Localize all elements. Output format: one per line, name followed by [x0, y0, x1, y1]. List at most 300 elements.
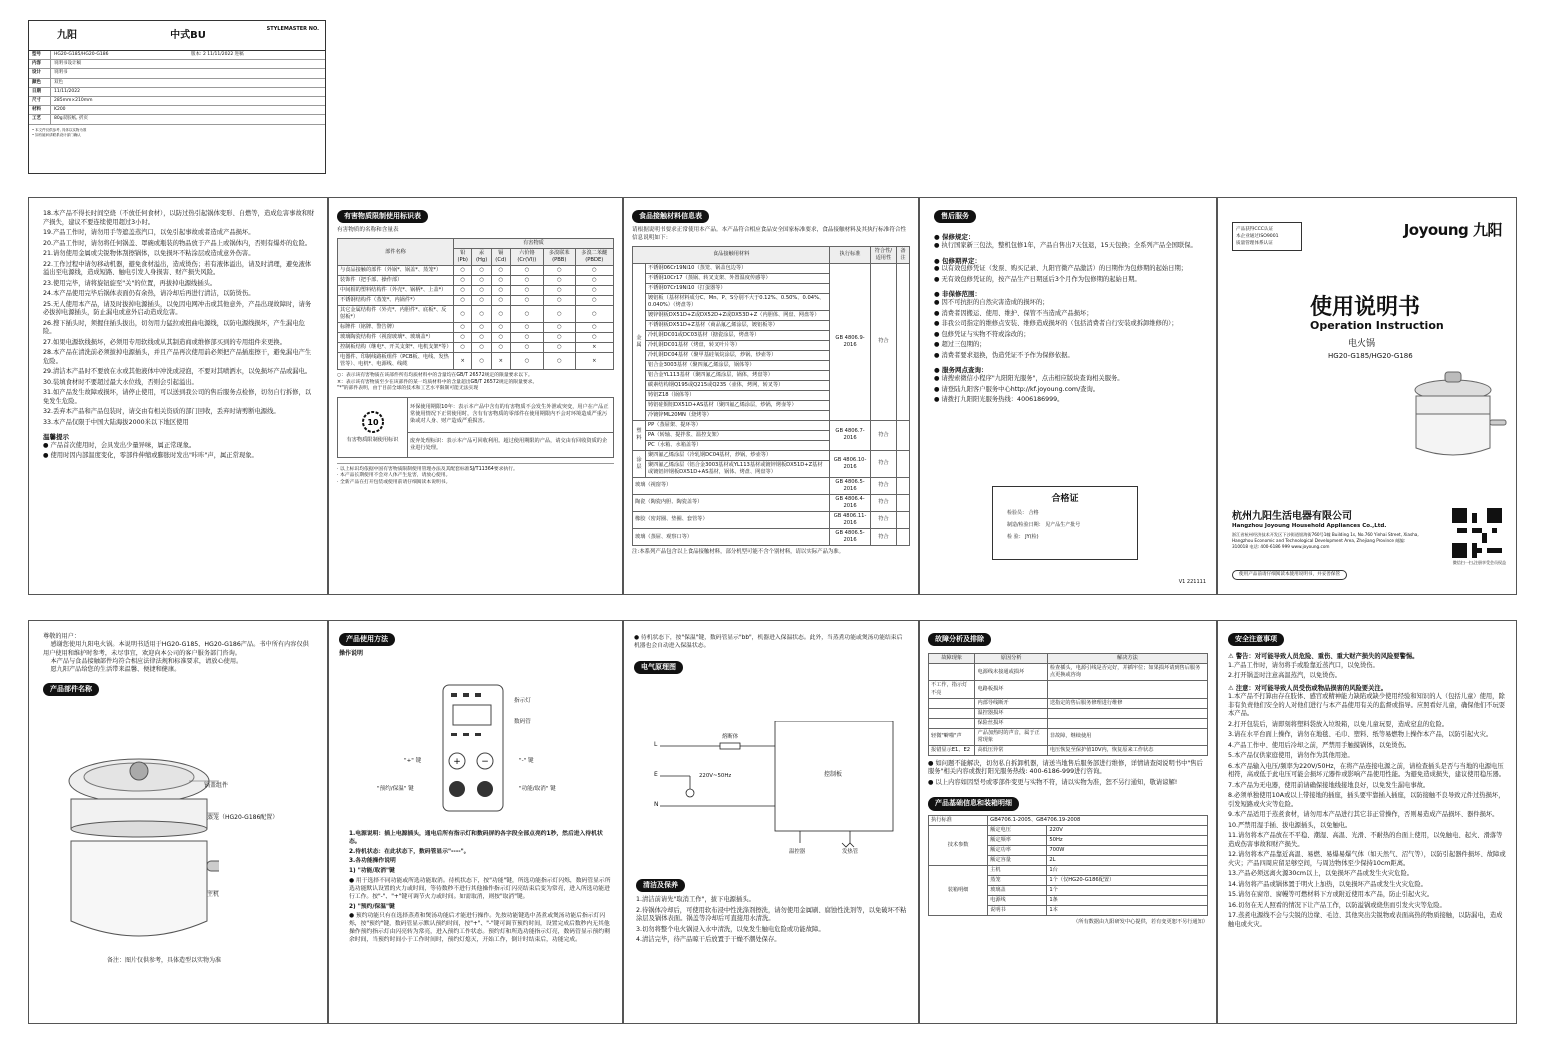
subsection-title-text: 包修期界定：	[941, 256, 981, 265]
spec-key: 内容	[29, 60, 51, 68]
subsection-item: ● 超过三包期的；	[934, 341, 986, 349]
warning-text: 警告：对可能导致人员危险、重伤、重大财产损失的风险要警惕。	[1235, 653, 1419, 661]
certificate-box	[992, 486, 1138, 560]
fault-symptom	[929, 664, 975, 681]
substance-cell: ○	[472, 333, 491, 343]
food-intro: 请根据说明书要求正常使用本产品。本产品符合相应食品安全国家标准要求，食品接触材料及其执行标准符合性信息说明如下：	[632, 227, 907, 241]
substance-cell: ○	[510, 266, 543, 276]
fault-table	[928, 653, 1208, 755]
remark-cell	[896, 450, 909, 477]
col-header: 备注	[896, 246, 909, 263]
fault-cause: 产品加热时的声音，属于正常现象	[975, 728, 1047, 745]
cleaning-section	[636, 879, 911, 947]
label-N: N	[654, 801, 659, 808]
spec-value: 说明书设计稿	[54, 61, 81, 67]
fault-solution: 电压恢复至保护值10V内，恢复原来工作状态	[1047, 745, 1207, 755]
panel-food-contact	[623, 197, 919, 595]
safety-item: 18.本产品不得长时间空烧（不放任何食材），以防过热引起锅体变形、自燃等，造成危害事故和财产损失，建议不要连续使用超过3小时。	[43, 210, 315, 226]
fault-solution	[1047, 718, 1207, 728]
product-name: 电火锅	[1348, 339, 1376, 349]
substance-cell: ○	[543, 353, 575, 370]
compliance-cell: 符合	[870, 420, 896, 450]
panel-circuit-clean	[623, 620, 919, 1024]
material-cell: 橡胶（密封圈、垫圈、套管等）	[633, 511, 830, 528]
fault-col-header: 故障现象	[929, 654, 975, 664]
panel-after-sales	[919, 197, 1217, 595]
hotpot-product-image	[1398, 358, 1508, 468]
usage-line: 2.待机状态：在此状态下，数码管显示"----"。	[349, 848, 470, 855]
info-footer: （所有数据由九阳研发中心提供，若有变更恕不另行通知）	[1073, 918, 1208, 925]
company-name-en: Hangzhou Joyoung Household Appliances Co.,Ltd.	[1232, 523, 1387, 529]
substance-cell: ○	[575, 266, 613, 276]
substance-cell: ○	[575, 323, 613, 333]
certification-line: 质量管理体系认证	[1236, 241, 1273, 246]
part-name-cell: 中间相的塑料结构件（外壳*、锅柄*、上盖*）	[338, 286, 454, 296]
col-group: 有害物质	[453, 238, 613, 248]
material-cell: 碳素结构钢Q195或Q215或Q235（壶体，烤网，转叉等）	[646, 380, 830, 390]
spec-row	[29, 88, 325, 97]
safety-item: 26.搜下插头时，须握住插头拔出，切勿用力猛拉或扭曲电源线，以防电源线损坏，产生漏电危险。	[43, 319, 305, 335]
material-cell: 玻璃（蒸屉、观察口等）	[633, 529, 830, 546]
substance-cell: ○	[543, 276, 575, 286]
col-substance: 六价铬(Cr(VI))	[510, 249, 543, 266]
control-panel-diagram	[441, 683, 505, 813]
label-minus-key: "-" 键	[519, 758, 534, 764]
material-cell: PC（水箱、水箱盖等）	[646, 440, 830, 450]
table-row	[929, 698, 1208, 708]
col-header: 符合性/适用性	[870, 246, 896, 263]
info-value: 220V	[1047, 825, 1208, 835]
compliance-cell: 符合	[870, 494, 896, 511]
safety-item: 27.如果电源软线损坏，必须用专用软线或从其制造商或维修部买到的专用组件来更换。	[43, 338, 286, 346]
substance-cell: ○	[575, 276, 613, 286]
substance-cell: ○	[510, 306, 543, 323]
tip-item: ● 使用时因内部温度变化，零部件伸缩或膨胀时发出"咔咔"声，属正常现象。	[43, 452, 258, 460]
caution-item: 11.请勿将本产品放在不平稳、潮湿、高温、光滑、不耐热的台面上使用，以免触电、起火、滑落等造成伤害事故和财产损失。	[1228, 832, 1503, 848]
substance-cell: ○	[472, 266, 491, 276]
material-cell: 冷镀锌ML20MN（烧烤等）	[646, 410, 830, 420]
table-row	[633, 263, 910, 273]
material-cell: 镀锌钢板DX51D+Z或DX52D+Z或DX53D+Z（内胆体、网盘、网盘等）	[646, 310, 830, 320]
greeting-intro	[43, 641, 315, 674]
substance-cell: ○	[472, 306, 491, 323]
remark-cell	[896, 529, 909, 546]
compliance-cell: 符合	[870, 477, 896, 494]
info-value: 1个（仅HG20-G186配置）	[1047, 875, 1208, 885]
section-title: 食品接触材料信息表	[632, 210, 709, 223]
label-L: L	[654, 741, 658, 748]
caution-item: 17.蒸煮电源线不会与尖锐的边缘、毛边、其他突出尖锐物或表面高热的物质接触，以防漏电，造成触电或火灾。	[1228, 912, 1503, 928]
safety-item: 19.产品工作时，请勿用手等遮盖蒸汽口，以免引起事故或者造成产品损坏。	[43, 229, 255, 236]
table-row	[338, 353, 614, 370]
usage-line: ● 用于选择不同功能或所选功能取消。待机状态下，按"功能"键，所选功能指示灯闪烁，数码管显示所选功能默认设置的火力或时间，等待数秒不进行其他操作指示灯闪亮结束后变为常亮，进入所选功能进行工作。按"-"、"+"键可调节火力或时间。如需取消，则按"取消"键。	[349, 878, 611, 900]
table-row	[338, 323, 614, 333]
safety-item: 33.本产品仅限于中国大陆海拔2000米以下地区使用	[43, 418, 189, 426]
substance-cell: ○	[453, 296, 472, 306]
caution-item: 4.产品工作中、使用后冷却之前，严禁用手触摸锅体，以免烫伤。	[1228, 741, 1411, 749]
number-badge-icon: ●	[934, 366, 942, 375]
label-steamer: 蒸笼（HG20-G186配置）	[207, 814, 279, 821]
spec-row	[29, 60, 325, 69]
hazard-bullets	[337, 463, 614, 486]
subsection-item: ● 消费者要求退换，伪造凭证不予作为保修依据。	[934, 351, 1074, 359]
hazard-bullet: · 本产品长期使用不会对人体产生危害，请放心使用。	[337, 473, 451, 479]
caution-item: 9.本产品适用于蒸煮食材，请勿用本产品进行其它非正常操作，否则易造成产品损坏、器件损坏。	[1228, 811, 1499, 819]
hazard-note: ○：表示该有害物质在该部件所有均质材料中的含量均在GB/T 26572规定的限量要求以下。	[337, 373, 533, 379]
substance-cell: ×	[575, 353, 613, 370]
spec-value: K200	[54, 107, 66, 113]
spec-brand: 九阳	[57, 30, 77, 41]
safety-item: 30.装填食材时不要超过最大水位线，否则会引起溢出。	[43, 378, 198, 386]
compliance-cell: 符合	[870, 263, 896, 420]
certificate-row: 检验员： 合格	[1007, 510, 1039, 517]
subsection-list	[934, 242, 1204, 251]
spec-key: 尺寸	[29, 97, 51, 105]
table-row	[929, 745, 1208, 755]
fault-solution: 送指定的售后服务修理进行维修	[1047, 698, 1207, 708]
table-row	[633, 477, 910, 494]
substance-cell: ○	[472, 353, 491, 370]
col-material: 食品接触用材料	[633, 246, 830, 263]
table-row	[338, 333, 614, 343]
label-E: E	[654, 771, 658, 778]
table-subtitle: 有害物质的名称和含量表	[337, 227, 399, 234]
substance-cell: ×	[575, 343, 613, 353]
warning-list	[1228, 662, 1506, 681]
label-thermostat: 温控器	[789, 849, 806, 855]
safety-item: 20.产品工作时，请勿将任何锅盖、罩碗或瓶装的物品放于产品上或锅体内，否则有爆炸的危险。	[43, 239, 312, 247]
panel-safety	[1217, 620, 1517, 1024]
info-key: 玻璃盖	[988, 885, 1047, 895]
subsection-title-text: 服务网点查询：	[941, 366, 988, 375]
intro-paragraph: 愿九阳产品给您的生活带来温馨、便捷和健康。	[50, 666, 181, 674]
safety-item: 31.如产品发生故障或损坏，请停止使用，可以送到我公司的售后服务点检修，切勿自行拆修，以免发生危险。	[43, 389, 312, 405]
section-title: 清洁及保养	[636, 879, 685, 892]
subsection-item: ● 请拨打九阳阳光服务热线：4006186999。	[934, 396, 1064, 403]
spec-row	[29, 51, 325, 60]
section-title: 售后服务	[934, 210, 976, 223]
spec-key: 型号	[29, 51, 51, 59]
spec-row	[29, 79, 325, 88]
substance-cell: ○	[510, 323, 543, 333]
spec-note: • 如有疑问请联系设计部门确认	[32, 132, 81, 137]
subsection-title-text: 保修规定：	[941, 233, 975, 242]
food-table	[632, 246, 910, 547]
substance-cell: ○	[491, 296, 510, 306]
image-note: 备注：图片仅供参考，具体造型以实物为准	[107, 957, 222, 964]
product-models: HG20-G185/HG20-G186	[1328, 352, 1413, 360]
fault-symptom	[929, 698, 975, 708]
table-row	[338, 276, 614, 286]
label-digital-tube: 数码管	[514, 719, 531, 725]
fault-cause: 温控器损坏	[975, 708, 1047, 718]
subsection-list	[934, 265, 1204, 284]
info-value: 700W	[1047, 845, 1208, 855]
usage-lines	[349, 831, 614, 947]
spec-dept: 中式BU	[170, 30, 206, 41]
fault-symptom: 不工作，指示灯不亮	[929, 681, 975, 698]
label-fuse: 熔断体	[722, 734, 739, 740]
material-cell: 冷轧钢DC01基材（烤盘，转叉叶片等）	[646, 340, 830, 350]
safety-item: 23.使用完毕，请将旋钮旋至"关"的位置，再拔掉电源线插头。	[43, 279, 217, 287]
spec-row	[29, 97, 325, 106]
label-indicator: 指示灯	[514, 698, 531, 704]
parts-diagram	[59, 741, 219, 961]
spec-key: 材料	[29, 106, 51, 114]
material-cell: 冷轧钢DC04基材（聚甲基硅氧烷涂层，炒锅，炒壶等）	[646, 350, 830, 360]
col-substance: 多溴联苯(PBB)	[543, 249, 575, 266]
substance-cell: ○	[491, 266, 510, 276]
label-power: 220V~50Hz	[699, 773, 732, 779]
spec-notes	[29, 125, 325, 141]
substance-cell: ○	[453, 333, 472, 343]
subsection-item: ● 非我公司指定的维修点安装、维修造成损坏的（包括消费者自行安装或拆卸维修的）；	[934, 320, 1178, 328]
subsection-item: ● 执行国家新三包法，整机包修1年，产品自售出7天包退，15天包换；全系列产品全国联保。	[934, 242, 1197, 250]
fault-col-header: 原因分析	[975, 654, 1047, 664]
table-row	[338, 286, 614, 296]
substance-cell: ○	[472, 296, 491, 306]
spec-key: 工艺	[29, 115, 51, 123]
food-note: 注:本系列产品包含以上食品接触材料，部分机型可能不含个别材料，请以实际产品为准。	[632, 549, 845, 556]
spec-note: • 本文件仅供参考, 具体以实物为准	[32, 127, 87, 132]
caution-item: 6.本产品输入电压/频率为220V/50Hz，在将产品连接电源之前，请检查插头是否与当地的电源电压相符，高或低于此电压可能会损坏元器件或影响产品使用性能。为避免造成损失，建议使用稳压器。	[1228, 762, 1506, 779]
info-group: 装箱明细	[929, 865, 988, 915]
circuit-diagram	[650, 721, 900, 861]
qr-caption: 微信扫一扫,注册享受会员权益	[1452, 560, 1506, 565]
standard-cell: GB 4806.4-2016	[830, 494, 871, 511]
number-badge-icon: ●	[934, 256, 942, 265]
spec-key: 设计	[29, 69, 51, 77]
spec-sheet	[28, 20, 326, 174]
panel-safety-continued	[28, 197, 328, 595]
fault-cause: 电源线未接通或损坏	[975, 664, 1047, 681]
fault-col-header: 解决方法	[1047, 654, 1207, 664]
substance-cell: ○	[575, 306, 613, 323]
caution-item: 16.切勿在无人照看的情况下让产品工作，以防溢锅或烧焦而引发火灾等危险。	[1228, 901, 1446, 909]
part-name-cell: 不锈钢结构件（蒸笼*、内锅件*）	[338, 296, 454, 306]
panel-greeting-parts	[28, 620, 328, 1024]
table-row	[929, 708, 1208, 718]
subsection-item: ● 消费者因搬运、使用、维护、保管不当造成产品损坏；	[934, 309, 1093, 317]
substance-cell: ○	[453, 286, 472, 296]
subsection-list	[934, 375, 1204, 405]
number-badge-icon: ●	[934, 290, 942, 299]
tips-list	[43, 442, 315, 461]
substance-cell: ○	[491, 306, 510, 323]
operation-subtitle: 操作说明	[339, 650, 364, 658]
intro-paragraph: 感谢您使用九阳电火锅。本说明书适用于HG20-G185、HG20-G186产品。书中所有内容仅供用户使用和维护时参考，未尽事宜，欢迎向本公司的客户服务部门咨询。	[43, 641, 309, 657]
spec-value: 285mm×210mm	[54, 97, 93, 103]
cleaning-list	[636, 896, 911, 945]
info-value: 1条	[1047, 895, 1208, 905]
certification-line: 本企业通过ISO9001	[1236, 234, 1279, 239]
subsection-item: ● 以有效包修凭证（发票、购买记录、九阳官微产品激活）的日期作为包修期的起始日期；	[934, 265, 1188, 273]
safety-item: 25.无人使用本产品，请及时拔掉电源插头，以免因电网冲击或其他意外，产品出现故障时，请务必拔掉电源插头，防止漏电或意外启动造成危害。	[43, 300, 312, 316]
safety-item: 21.请勿使用金属或尖锐物体刮擦锅体，以免损坏不粘涂层或造成意外伤害。	[43, 250, 255, 257]
table-row	[929, 664, 1208, 681]
info-value: 2L	[1047, 855, 1208, 865]
cleaning-item: 3.切勿将整个电火锅浸入水中清洗，以免发生触电危险或功能故障。	[636, 925, 825, 933]
info-key: 额定容量	[988, 855, 1047, 865]
hazard-table	[337, 238, 614, 370]
col-substance: 汞(Hg)	[472, 249, 491, 266]
spec-value: 11/11/2022	[54, 88, 80, 94]
caution-list	[1228, 693, 1506, 929]
compliance-cell: 符合	[870, 511, 896, 528]
section-title: 产品部件名称	[43, 683, 99, 696]
usage-line: 3.各功能操作说明	[349, 858, 396, 865]
fault-note: ● 如问题不能解决，切勿私自拆卸机器，请送当地售后服务部进行维修，详情请查阅说明书中"售后服务"相关内容或拨打阳光服务热线: 400-6186-999进行咨询。	[928, 759, 1203, 776]
part-name-cell: 装饰件（把手部、操作部）	[338, 276, 454, 286]
safety-item: 29.清洁本产品时不要放在水或其他液体中冲洗或浸泡，不要对其喷洒水，以免损坏产品或漏电。	[43, 368, 312, 375]
info-key: 说明书	[988, 905, 1047, 915]
certification-box	[1232, 222, 1302, 251]
safety-item: 22.工作过程中请勿移动机器，避免食材溢出，造成烫伤；若有液体溢出，请及时清理，避免液体溢出至电源线，造成短路、触电引发人身损害、财产损失风险。	[43, 260, 312, 276]
remark-cell	[896, 477, 909, 494]
fault-symptom	[929, 718, 975, 728]
spec-row	[29, 69, 325, 78]
spec-value: HG20-G185/HG20-G186	[54, 52, 109, 57]
substance-cell: ○	[543, 296, 575, 306]
safety-item: 28.本产品在清洗前必须拔掉电源插头，并且产品再次使用前必须把产品插座擦干，避免漏电产生危险。	[43, 349, 312, 365]
hazard-note: ×：表示该有害物质至少在该部件的某一均质材料中的含量超出GB/T 26572规定的限量要求。	[337, 379, 538, 385]
substance-cell: ○	[472, 343, 491, 353]
substance-cell: ○	[491, 343, 510, 353]
svg-text:+: +	[453, 757, 461, 767]
manual-title: 使用说明书	[1310, 295, 1421, 320]
substance-cell: ○	[453, 276, 472, 286]
efup-table	[337, 397, 614, 458]
number-badge-icon: ●	[934, 233, 942, 242]
info-key: 电源线	[988, 895, 1047, 905]
hazard-bullet: · 以上标识均依据中国有害物质限制使用管理办法及其配套标准SJ/T11364要求执行。	[337, 466, 518, 472]
substance-cell: ○	[575, 296, 613, 306]
material-group: 塑料	[633, 420, 646, 450]
substance-cell: ×	[453, 353, 472, 370]
material-cell: 铸铝硅铜铝DX51D+AS基材（聚四氟乙烯涂层，炒锅，烤壶等）	[646, 400, 830, 410]
material-cell: 不锈钢10Cr17（蒸锅、转叉支架、外置温度传感等）	[646, 273, 830, 283]
label-schedule-key: "预约/保温" 键	[377, 786, 414, 792]
hazard-bullet: · 全新产品在打开包装或使用前请仔细阅读本说明书。	[337, 479, 451, 485]
fault-solution	[1047, 681, 1207, 698]
info-label: 执行标准	[929, 815, 988, 825]
label-heater: 发热管	[842, 849, 859, 855]
fault-symptom	[929, 708, 975, 718]
substance-cell: ○	[491, 286, 510, 296]
material-cell: 铸铝Z18（锅体等）	[646, 390, 830, 400]
fault-cause: 电路板损坏	[975, 681, 1047, 698]
remark-cell	[896, 420, 909, 450]
caution-item: 10.严禁用湿手插、拔电源插头，以免触电。	[1228, 821, 1352, 829]
subsection-list	[934, 299, 1204, 360]
part-name-cell: 控制板结构（继电*、开关支架*、电机支架*等）	[338, 343, 454, 353]
subsection-title-text: 非保修范围：	[941, 290, 981, 299]
efup-label: 有害物质限制使用标识	[346, 437, 399, 444]
caution-item: 3.请在水平台面上操作，请勿在地毯、毛巾、塑料、纸等易燃物上操作本产品，以防引起火灾。	[1228, 731, 1493, 739]
material-cell: 冷轧钢DC01或DC03基材（搪瓷涂层，烤盘等）	[646, 330, 830, 340]
substance-cell: ○	[510, 286, 543, 296]
safety-items-list	[43, 210, 315, 427]
warning-item: 2.打开锅盖时注意高温蒸汽，以免烫伤。	[1228, 672, 1342, 680]
label-control-board: 控制板	[824, 771, 843, 778]
subsection-title	[934, 366, 1204, 375]
greeting: 尊敬的用户：	[43, 633, 81, 640]
info-key: 主机	[988, 865, 1047, 875]
spec-extra: 版本: 2 11/11/2022 进稿	[191, 52, 244, 57]
info-value: 1个	[1047, 885, 1208, 895]
section-title: 产品使用方法	[339, 633, 395, 646]
table-row	[633, 511, 910, 528]
remark-cell	[896, 511, 909, 528]
substance-cell: ○	[543, 306, 575, 323]
material-cell: 镀铝板（基材材料成分C、Mn、P、S分别不大于0.12%、0.50%、0.04%、0.040%）（烤盘等）	[646, 293, 830, 310]
substance-cell: ○	[491, 333, 510, 343]
caution-item: 15.请勿在窗帘、窗幔等可燃材料下方或附近使用本产品，防止引起火灾。	[1228, 891, 1434, 899]
label-main-unit: 主机	[207, 891, 220, 898]
subsection-item: ● 因不可抗拒的自然灾害造成的损坏的；	[934, 299, 1049, 307]
cleaning-item: 2.待锅体冷却后，可使用软布浸中性洗涤剂擦洗，请勿使用金属刷、腐蚀性洗剂等，以免破坏不粘涂层及锅体表面。锅盖等冷却后可直接用水清洗。	[636, 906, 907, 923]
caution-item: 8.必须单独使用10A或以上带接地的插座，插头要牢靠插入插座，以防接触不良导致元件过热损坏，引发短路或火灾等危险。	[1228, 792, 1505, 808]
info-row	[929, 825, 1208, 835]
substance-cell: ○	[453, 323, 472, 333]
svg-text:−: −	[481, 757, 489, 767]
spec-key: 日期	[29, 88, 51, 96]
info-value: GB4706.1-2005、GB4706.19-2008	[988, 815, 1208, 825]
part-name-cell: 玻璃陶瓷结构件（视窗玻璃*、玻璃盖*）	[338, 333, 454, 343]
hazard-notes	[337, 373, 614, 392]
substance-cell: ×	[491, 353, 510, 370]
info-value: 50Hz	[1047, 835, 1208, 845]
col-part-name: 部件名称	[338, 238, 454, 265]
material-cell: 铝合金3003基材（聚四氟乙烯涂层，锅体等）	[646, 360, 830, 370]
material-group: 涂层	[633, 450, 646, 477]
subsection-title	[934, 290, 1204, 299]
material-cell: PP（蒸屉架、提环等）	[646, 420, 830, 430]
fault-solution	[1047, 708, 1207, 718]
col-header: 执行标准	[830, 246, 871, 263]
material-cell: 铝合金YL113基材（聚四氟乙烯涂层，锅体，烤盘等）	[646, 370, 830, 380]
caution-item: 13.产品必须远离火源30cm以上，以免损坏产品或发生火灾危险。	[1228, 870, 1414, 878]
remark-cell	[896, 494, 909, 511]
company-address: 浙江省杭州经济技术开发区下沙街道银海街760号1幢 Building 1s, No.760 Yinhai Street, Xiasha, Hangzhou Economic and Technological Development Area, Zhejiang Province 邮编: 310018 电话: 400-6186 999 www.joyoung.com	[1232, 532, 1419, 549]
substance-cell: ○	[543, 266, 575, 276]
caution-item: 2.打开包装后，请即刻将塑料袋放入垃圾箱，以免儿童玩耍，造成窒息的危险。	[1228, 720, 1449, 728]
manual-title-en: Operation Instruction	[1310, 319, 1444, 332]
spec-value: 说明书	[54, 70, 68, 76]
info-key: 额定电压	[988, 825, 1047, 835]
substance-cell: ○	[472, 276, 491, 286]
section-title: 安全注意事项	[1228, 633, 1284, 646]
standard-cell: GB 4806.10-2016	[830, 450, 871, 477]
part-name-cell: 电器件、印制线路板组件（PCB板、电线、发热管等）、电机*、电源线、线缆	[338, 353, 454, 370]
caution-item: 5.本产品仅供家庭使用，请勿作为其他用途。	[1228, 752, 1354, 760]
substance-cell: ○	[510, 343, 543, 353]
panel-cover	[1217, 197, 1517, 595]
substance-cell: ○	[472, 286, 491, 296]
panel-usage	[328, 620, 623, 1024]
table-row	[633, 450, 910, 460]
warning-triangle-icon: ⚠	[1228, 653, 1234, 661]
efup-10-icon	[361, 410, 385, 434]
fault-solution: 检查插头，电源引线是否完好，并插牢位；如果损坏请到售后服务点更换或咨询	[1047, 664, 1207, 681]
section-title: 故障分析及排除	[928, 633, 991, 646]
material-cell: 聚四氟乙烯涂层（冷轧钢DC04基材，炒锅，炒壶等）	[646, 450, 830, 460]
table-row	[633, 529, 910, 546]
spec-value: 80g双胶纸, 折页	[54, 116, 88, 122]
fault-symptom: 轻微"噼啪"声	[929, 728, 975, 745]
compliance-cell: 符合	[870, 529, 896, 546]
certificate-row: 检 验： JY(检)	[1007, 533, 1039, 540]
